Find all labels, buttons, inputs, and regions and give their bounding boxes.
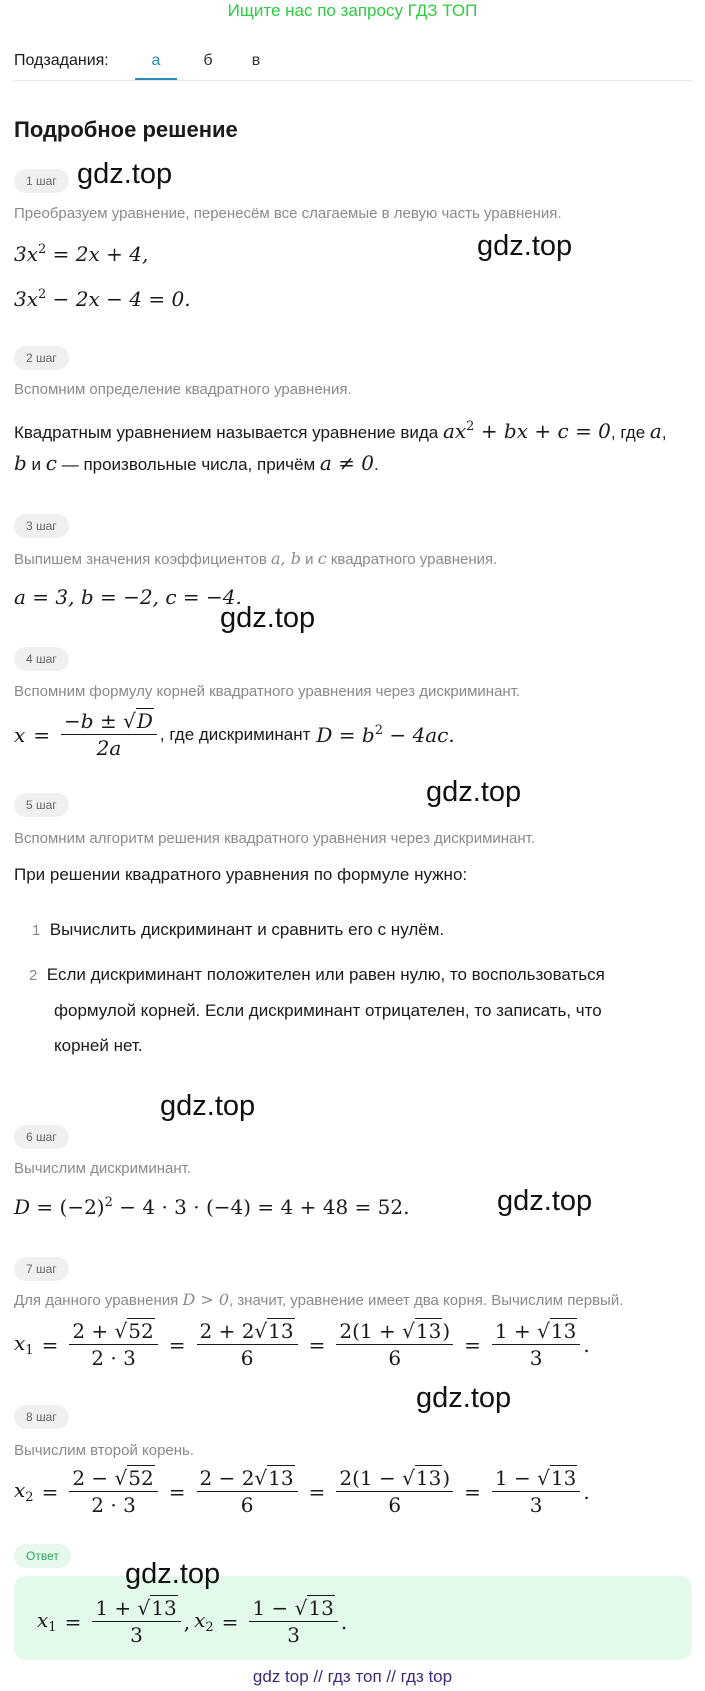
step-3-badge: 3 шаг [14, 514, 69, 538]
step-8-hint: Вычислим второй корень. [14, 1442, 195, 1459]
step-1-hint: Преобразуем уравнение, перенесём все слагаемые в левую часть уравнения. [14, 205, 562, 222]
step-7-badge: 7 шаг [14, 1257, 69, 1281]
list-item-continuation: формулой корней. Если дискриминант отрицателен, то записать, что [54, 1001, 602, 1020]
step-2-badge: 2 шаг [14, 346, 69, 370]
tab-b[interactable]: б [203, 52, 213, 69]
footer-links[interactable]: gdz top // гдз топ // гдз top [252, 1667, 453, 1686]
step-6-discriminant: $D = (-2)^2 - 4 \cdot 3 \cdot (-4) = 4 + 48 = 52$. [14, 1195, 410, 1219]
step-8-second-root: $x_2$ = $\frac{2 - √52}{2 \cdot 3}$ = $\frac{2 - 2√13}{6}$ = $\frac{2(1 - √13)}{6}$ = $\frac{1 - √13}{3}$ . [14, 1466, 590, 1517]
watermark: gdz.top [220, 602, 316, 634]
step-5-hint: Вспомним алгоритм решения квадратного уравнения через дискриминант. [14, 830, 536, 847]
step-3-coefficients: a = 3, b = −2, c = −4. [14, 585, 242, 609]
tab-a[interactable]: а [151, 52, 161, 69]
section-title: Подробное решение [14, 117, 238, 142]
step-1-equation-1: $3x^2 = 2x + 4$, [14, 242, 149, 266]
watermark: gdz.top [497, 1185, 593, 1217]
step-1-badge: 1 шаг [14, 169, 69, 193]
step-5-badge: 5 шаг [14, 793, 69, 817]
step-2-definition-line-1: Квадратным уравнением называется уравнение вида $ax^2$ + bx + c = 0, где a, [14, 419, 667, 443]
step-7-first-root: $x_1$ = $\frac{2 + √52}{2 \cdot 3}$ = $\frac{2 + 2√13}{6}$ = $\frac{2(1 + √13)}{6}$ = $\frac{1 + √13}{3}$ . [14, 1319, 590, 1370]
step-6-badge: 6 шаг [14, 1125, 69, 1149]
step-4-roots-formula: x = $\frac{-b \pm √D}{2a}$ , где дискриминант $D = b^2 - 4ac$. [14, 709, 455, 760]
tab-v[interactable]: в [251, 52, 261, 69]
watermark: gdz.top [416, 1382, 512, 1414]
step-6-hint: Вычислим дискриминант. [14, 1160, 191, 1177]
step-2-hint: Вспомним определение квадратного уравнения. [14, 381, 352, 398]
step-2-definition-line-2: b и c — произвольные числа, причём a ≠ 0. [14, 451, 379, 475]
step-4-hint: Вспомним формулу корней квадратного уравнения через дискриминант. [14, 683, 521, 700]
step-8-badge: 8 шаг [14, 1405, 69, 1429]
list-item-continuation: корней нет. [54, 1036, 143, 1055]
list-item: 1 Вычислить дискриминант и сравнить его с нулём. [32, 920, 445, 939]
watermark: gdz.top [426, 776, 522, 808]
step-5-intro: При решении квадратного уравнения по формуле нужно: [14, 865, 468, 884]
search-banner[interactable]: Ищите нас по запросу ГДЗ ТОП [227, 1, 478, 20]
answer-badge: Ответ [14, 1544, 71, 1568]
answer-roots: $x_1$ = $\frac{1 + √13}{3}$ , $x_2$ = $\frac{1 - √13}{3}$ . [37, 1596, 348, 1647]
step-4-badge: 4 шаг [14, 647, 69, 671]
step-1-equation-2: $3x^2 - 2x - 4 = 0$. [14, 287, 191, 311]
watermark: gdz.top [477, 230, 573, 262]
watermark: gdz.top [125, 1558, 221, 1590]
watermark: gdz.top [77, 158, 173, 190]
step-7-hint: Для данного уравнения D > 0, значит, уравнение имеет два корня. Вычислим первый. [14, 1290, 624, 1309]
step-3-hint: Выпишем значения коэффициентов a, b и c квадратного уравнения. [14, 549, 498, 568]
tabs-divider [14, 80, 692, 81]
watermark: gdz.top [160, 1090, 256, 1122]
subtasks-label: Подзадания: [14, 52, 109, 69]
list-item: 2 Если дискриминант положителен или равен нулю, то воспользоваться [29, 965, 605, 984]
